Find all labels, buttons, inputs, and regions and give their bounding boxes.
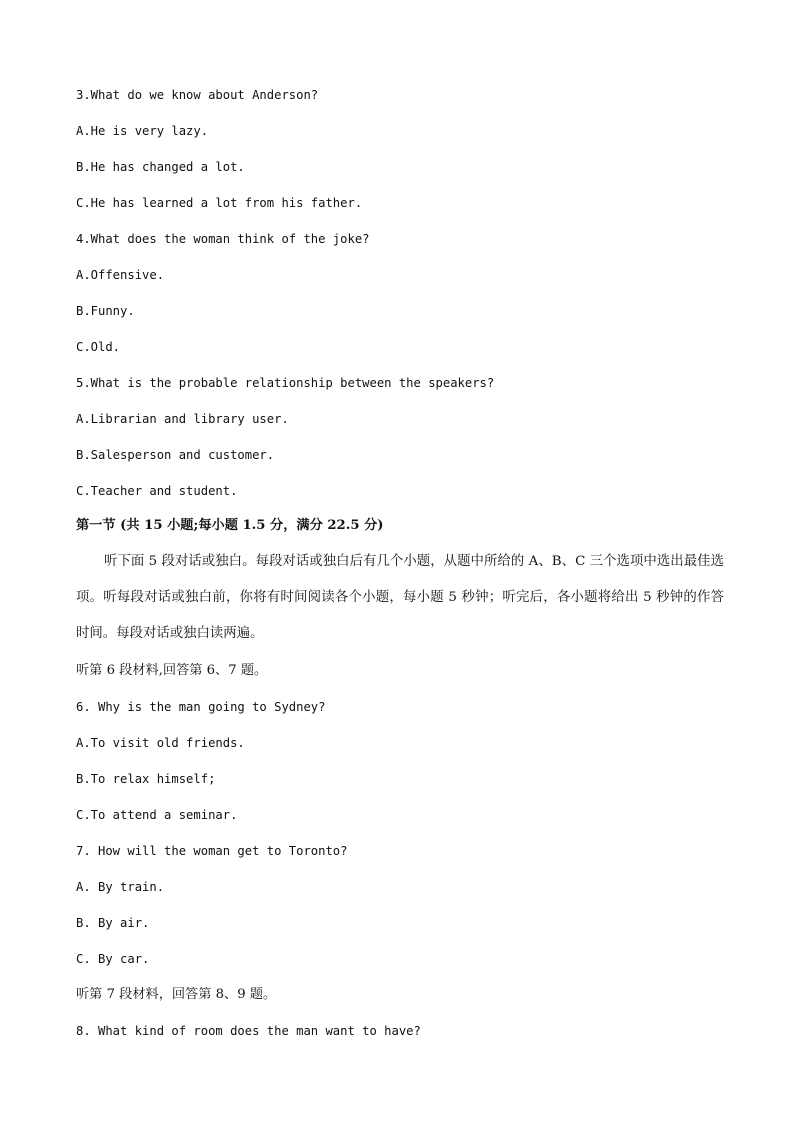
- option-3c: C.He has learned a lot from his father.: [76, 196, 363, 210]
- section-heading: 第一节 (共 15 小题;每小题 1.5 分，满分 22.5 分): [76, 518, 384, 533]
- option-6c: C.To attend a seminar.: [76, 808, 238, 822]
- material-7-intro: 听第 7 段材料，回答第 8、9 题。: [76, 987, 277, 1002]
- option-6a: A.To visit old friends.: [76, 736, 245, 750]
- question-8: 8. What kind of room does the man want to have?: [76, 1024, 421, 1038]
- option-3b: B.He has changed a lot.: [76, 160, 245, 174]
- option-5c: C.Teacher and student.: [76, 484, 238, 498]
- option-4b: B.Funny.: [76, 304, 135, 318]
- material-6-intro: 听第 6 段材料,回答第 6、7 题。: [76, 663, 268, 678]
- option-4a: A.Offensive.: [76, 268, 165, 282]
- option-7c: C. By car.: [76, 952, 150, 966]
- option-5b: B.Salesperson and customer.: [76, 448, 275, 462]
- option-3a: A.He is very lazy.: [76, 124, 209, 138]
- option-7b: B. By air.: [76, 916, 150, 930]
- option-7a: A. By train.: [76, 880, 165, 894]
- option-6b: B.To relax himself;: [76, 772, 216, 786]
- section-instructions: 听下面 5 段对话或独白。每段对话或独白后有几个小题，从题中所给的 A、B、C 三个选项中选出最佳选项。听每段对话或独白前，你将有时间阅读各个小题，每小题 5 秒钟；听完后，各小题将给出 5 秒钟的作答时间。每段对话或独白读两遍。: [76, 554, 724, 641]
- question-6: 6. Why is the man going to Sydney?: [76, 700, 326, 714]
- question-4: 4.What does the woman think of the joke?: [76, 232, 370, 246]
- option-5a: A.Librarian and library user.: [76, 412, 289, 426]
- question-5: 5.What is the probable relationship between the speakers?: [76, 376, 495, 390]
- option-4c: C.Old.: [76, 340, 121, 354]
- question-3: 3.What do we know about Anderson?: [76, 88, 319, 102]
- question-7: 7. How will the woman get to Toronto?: [76, 844, 348, 858]
